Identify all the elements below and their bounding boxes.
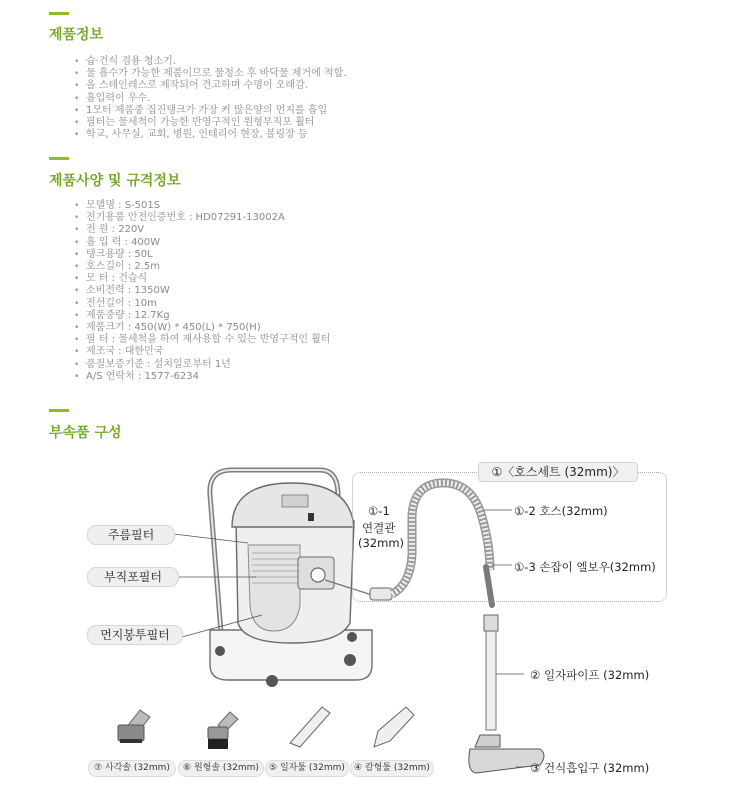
label-pipe: ② 일자파이프 (32mm) — [530, 668, 650, 682]
label-connector-name: 연결관 — [362, 521, 396, 535]
list-item: • 흡 입 력 : 400W — [72, 237, 331, 249]
label-square-brush: ⑦ 사각솔 (32mm) — [88, 760, 176, 777]
label-pleated-filter: 주름필터 — [87, 525, 175, 545]
list-item: • 흡입력이 우수. — [72, 93, 346, 105]
label-blade-tool: ④ 칼형툴 (32mm) — [350, 760, 434, 777]
label-connector-size: (32mm) — [358, 536, 405, 550]
list-item: • A/S 연락처 : 1577-6234 — [72, 371, 331, 383]
list-item: • 전선길이 : 10m — [72, 298, 331, 310]
label-dust-bag-filter: 먼지봉투필터 — [87, 625, 183, 645]
list-item: • 모 터 : 건습식 — [72, 273, 331, 285]
list-item: • 1모터 제품중 집진탱크가 가장 커 많은양의 먼지를 흡입 — [72, 105, 346, 117]
round-brush-icon — [208, 712, 238, 749]
section-bar-3 — [49, 409, 69, 412]
label-round-brush: ⑥ 원형솔 (32mm) — [178, 760, 264, 777]
list-item: • 제품크기 : 450(W) * 450(L) * 750(H) — [72, 322, 331, 334]
section-bar-1 — [49, 12, 69, 15]
list-item: • 제품중량 : 12.7Kg — [72, 310, 331, 322]
label-elbow: ①-3 손잡이 엘보우(32mm) — [514, 560, 656, 574]
label-hose: ①-2 호스(32mm) — [514, 504, 608, 518]
list-item: • 탱크용량 : 50L — [72, 249, 331, 261]
list-item: • 제조국 : 대한민국 — [72, 346, 331, 358]
section-bar-2 — [49, 157, 69, 160]
list-item: • 품질보증기준 : 설치일로부터 1년 — [72, 359, 331, 371]
spec-list — [72, 200, 331, 383]
list-item: • 전 원 : 220V — [72, 224, 331, 236]
square-brush-icon — [118, 710, 150, 743]
list-item: • 올 스테인레스로 제작되어 견고하며 수명이 오래감. — [72, 80, 346, 92]
list-item: • 모델명 : S-501S — [72, 200, 331, 212]
product-info-list — [72, 56, 346, 141]
section-title-product-info: 제품정보 — [49, 27, 104, 43]
label-floor-nozzle: ③ 건식흡입구 (32mm) — [530, 761, 650, 775]
list-item: • 필 터 : 물세척을 하여 재사용할 수 있는 반영구적인 훨터 — [72, 334, 331, 346]
list-item: • 학교, 사무실, 교회, 병원, 인테리어 현장, 볼링장 등 — [72, 129, 346, 141]
list-item: • 습·건식 겸용 청소기. — [72, 56, 346, 68]
crevice-tool-icon — [290, 707, 330, 747]
section-title-specs: 제품사양 및 규격정보 — [49, 173, 181, 189]
section-title-accessories: 부속품 구성 — [49, 425, 122, 441]
blade-tool-icon — [374, 707, 414, 747]
list-item: • 필터는 물세척이 가능한 반영구적인 원형부직포 훨터 — [72, 117, 346, 129]
list-item: • 호스길이 : 2.5m — [72, 261, 331, 273]
label-connector-num: ①-1 — [368, 504, 390, 518]
list-item: • 물 흡수가 가능한 제품이므로 물청소 후 바닥물 제거에 적합. — [72, 68, 346, 80]
list-item: • 전기용품 안전인증번호 : HD07291-13002A — [72, 212, 331, 224]
label-crevice-tool: ⑤ 일자툴 (32mm) — [265, 760, 349, 777]
hose-set-title: ①〈호스세트 (32mm)〉 — [478, 462, 638, 482]
label-nonwoven-filter: 부직포필터 — [87, 567, 179, 587]
accessory-diagram — [0, 455, 730, 795]
list-item: • 소비전력 : 1350W — [72, 285, 331, 297]
